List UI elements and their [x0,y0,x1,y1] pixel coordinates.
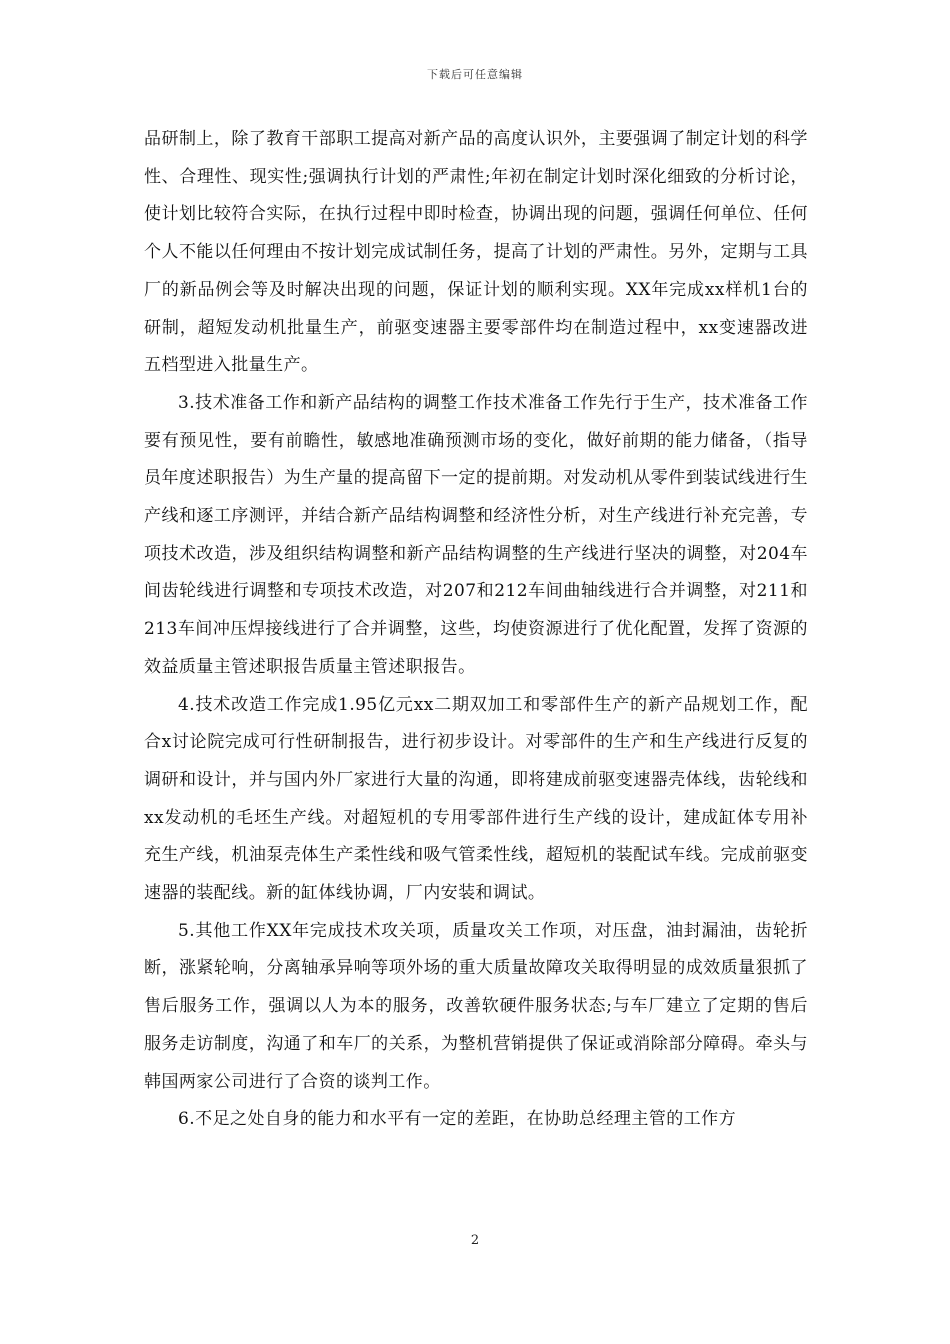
paragraph-shortcomings: 6.不足之处自身的能力和水平有一定的差距，在协助总经理主管的工作方 [178,1109,737,1130]
page-header: 下载后可任意编辑 [427,68,523,81]
paragraph-technical-transformation: 4.技术改造工作完成1.95亿元xx二期双加工和零部件生产的新产品规划工作，配合x讨论院完成可行性研制报告，进行初步设计。对零部件的生产和生产线进行反复的调研和设计，并与国内外厂家进行大量的沟通，即将建成前驱变速器壳体线，齿轮线和xx发动机的毛坯生产线。对超短机的专用零部件进行生产线的设计，建成缸体专用补充生产线，机油泵壳体生产柔性线和吸气管柔性线，超短机的装配试车线。完成前驱变速器的装配线。新的缸体线协调，厂内安装和调试。 [144,694,808,904]
document-body [144,121,808,1139]
paragraph-continuation: 品研制上，除了教育干部职工提高对新产品的高度认识外，主要强调了制定计划的科学性、合理性、现实性;强调执行计划的严肃性;年初在制定计划时深化细致的分析讨论，使计划比较符合实际，在执行过程中即时检查，协调出现的问题，强调任何单位、任何个人不能以任何理由不按计划完成试制任务，提高了计划的严肃性。另外，定期与工具厂的新品例会等及时解决出现的问题，保证计划的顺利实现。XX年完成xx样机1台的研制，超短发动机批量生产，前驱变速器主要零部件均在制造过程中，xx变速器改进五档型进入批量生产。 [144,129,808,376]
paragraph-technical-preparation: 3.技术准备工作和新产品结构的调整工作技术准备工作先行于生产，技术准备工作要有预见性，要有前瞻性，敏感地准确预测市场的变化，做好前期的能力储备，（指导员年度述职报告）为生产量的提高留下一定的提前期。对发动机从零件到装试线进行生产线和逐工序测评，并结合新产品结构调整和经济性分析，对生产线进行补充完善，专项技术改造，涉及组织结构调整和新产品结构调整的生产线进行坚决的调整，对204车间齿轮线进行调整和专项技术改造，对207和212车间曲轴线进行合并调整，对211和213车间冲压焊接线进行了合并调整，这些，均使资源进行了优化配置，发挥了资源的效益质量主管述职报告质量主管述职报告。 [144,392,808,677]
paragraph-other-work: 5.其他工作XX年完成技术攻关项，质量攻关工作项，对压盘，油封漏油，齿轮折断，涨紧轮响，分离轴承异响等项外场的重大质量故障攻关取得明显的成效质量狠抓了售后服务工作，强调以人为本的服务，改善软硬件服务状态;与车厂建立了定期的售后服务走访制度，沟通了和车厂的关系，为整机营销提供了保证或消除部分障碍。牵头与韩国两家公司进行了合资的谈判工作。 [144,920,808,1092]
page-number: 2 [470,1233,480,1248]
